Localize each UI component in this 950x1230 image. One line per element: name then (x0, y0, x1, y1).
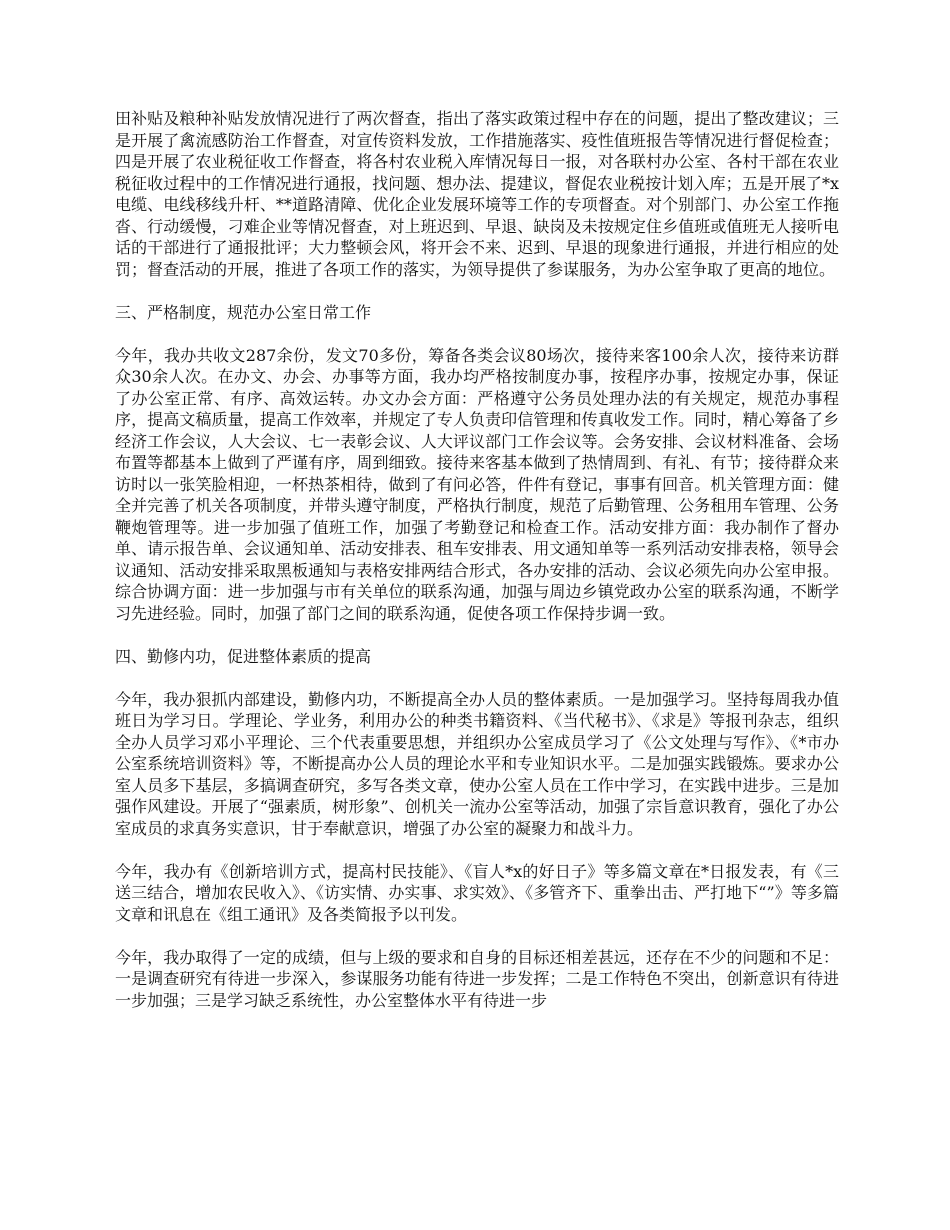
paragraph-publications: 今年，我办有《创新培训方式，提高村民技能》、《盲人*x的好日子》等多篇文章在*日报发表，有《三送三结合，增加农民收入》、《访实情、办实事、求实效》、《多管齐下、重拳出击、严打地下“”》等多篇文章和讯息在《组工通讯》及各类简报予以刊发。 (115, 861, 839, 924)
paragraph-supervision: 田补贴及粮种补贴发放情况进行了两次督查，指出了落实政策过程中存在的问题，提出了整改建议；三是开展了禽流感防治工作督查，对宣传资料发放，工作措施落实、疫性值班报告等情况进行督促检查；四是开展了农业税征收工作督查，将各村农业税入库情况每日一报，对各联村办公室、各村干部在农业税征收过程中的工作情况进行通报，找问题、想办法、提建议，督促农业税按计划入库；五是开展了*x电缆、电线移线升杆、**道路清障、优化企业发展环境等工作的专项督查。对个别部门、办公室工作拖沓、行动缓慢，刁难企业等情况督查，对上班迟到、早退、缺岗及未按规定住乡值班或值班无人接听电话的干部进行了通报批评；大力整顿会风，将开会不来、迟到、早退的现象进行通报，并进行相应的处罚；督查活动的开展，推进了各项工作的落实，为领导提供了参谋服务，为办公室争取了更高的地位。 (115, 109, 839, 279)
paragraph-office-routine: 今年，我办共收文287余份，发文70多份，筹备各类会议80场次，接待来客100余人次，接待来访群众30余人次。在办文、办会、办事等方面，我办均严格按制度办事，按程序办事，按规定办事，保证了办公室正常、有序、高效运转。办文办会方面：严格遵守公务员处理办法的有关规定，规范办事程序，提高文稿质量，提高工作效率，并规定了专人负责印信管理和传真收发工作。同时，精心筹备了乡经济工作会议，人大会议、七一表彰会议、人大评议部门工作会议等。会务安排、会议材料准备、会场布置等都基本上做到了严谨有序，周到细致。接待来客基本做到了热情周到、有礼、有节；接待群众来访时以一张笑脸相迎，一杯热茶相待，做到了有问必答，件件有登记，事事有回音。机关管理方面：健全并完善了机关各项制度，并带头遵守制度，严格执行制度，规范了后勤管理、公务租用车管理、公务鞭炮管理等。进一步加强了值班工作，加强了考勤登记和检查工作。活动安排方面：我办制作了督办单、请示报告单、会议通知单、活动安排表、租车安排表、用文通知单等一系列活动安排表格，领导会议通知、活动安排采取黑板通知与表格安排两结合形式，各办安排的活动、会议必须先向办公室申报。综合协调方面：进一步加强与市有关单位的联系沟通，加强与周边乡镇党政办公室的联系沟通，不断学习先进经验。同时，加强了部门之间的联系沟通，促使各项工作保持步调一致。 (115, 345, 839, 623)
paragraph-internal-building: 今年，我办狠抓内部建设，勤修内功，不断提高全办人员的整体素质。一是加强学习。坚持每周我办值班日为学习日。学理论、学业务，利用办公的种类书籍资料、《当代秘书》、《求是》等报刊杂志，组织全办人员学习邓小平理论、三个代表重要思想，并组织办公室成员学习了《公文处理与写作》、《*市办公室系统培训资料》等，不断提高办公人员的理论水平和专业知识水平。二是加强实践锻炼。要求办公室人员多下基层，多搞调查研究，多写各类文章，使办公室人员在工作中学习，在实践中进步。三是加强作风建设。开展了“强素质，树形象”、创机关一流办公室等活动，加强了宗旨意识教育，强化了办公室成员的求真务实意识，甘于奉献意识，增强了办公室的凝聚力和战斗力。 (115, 689, 839, 838)
section-heading-4: 四、勤修内功，促进整体素质的提高 (115, 646, 372, 666)
section-heading-3: 三、严格制度，规范办公室日常工作 (115, 302, 372, 322)
paragraph-shortcomings: 今年，我办取得了一定的成绩，但与上级的要求和自身的目标还相差甚远，还存在不少的问题和不足：一是调查研究有待进一步深入，参谋服务功能有待进一步发挥；二是工作特色不突出，创新意识有待进一步加强；三是学习缺乏系统性，办公室整体水平有待进一步 (115, 947, 839, 1010)
document-body (115, 108, 839, 1033)
